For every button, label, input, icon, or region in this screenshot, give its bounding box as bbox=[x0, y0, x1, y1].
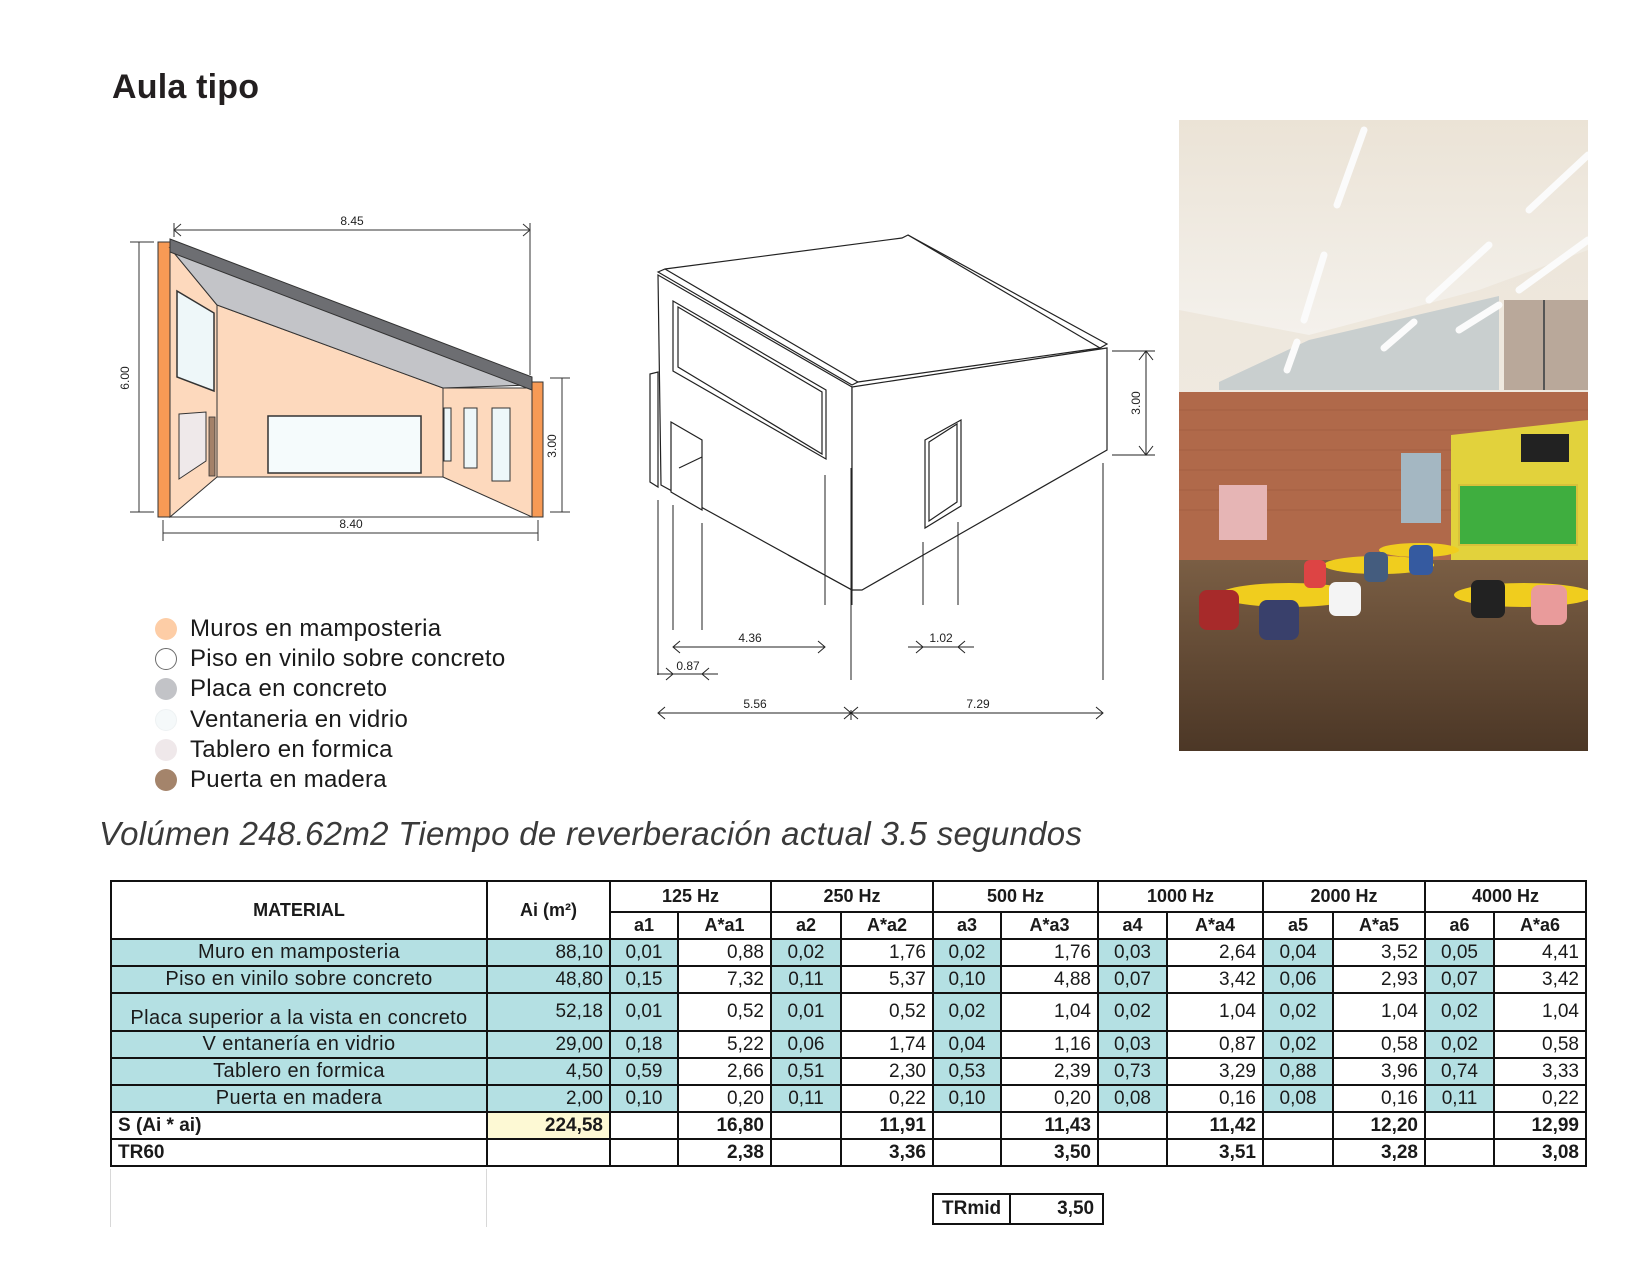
coef-cell: 0,04 bbox=[933, 1031, 1001, 1058]
product-cell: 3,42 bbox=[1494, 966, 1586, 993]
header-band: 500 Hz bbox=[933, 881, 1098, 912]
coef-cell: 0,05 bbox=[1425, 939, 1494, 966]
tr60-value-cell: 3,28 bbox=[1333, 1139, 1425, 1166]
area-cell: 2,00 bbox=[487, 1085, 610, 1112]
materials-legend bbox=[155, 614, 506, 795]
product-cell: 1,76 bbox=[1001, 939, 1098, 966]
header-ai: Ai (m²) bbox=[487, 881, 610, 939]
coef-cell: 0,02 bbox=[1263, 993, 1333, 1031]
coef-cell: 0,51 bbox=[771, 1058, 841, 1085]
area-cell: 29,00 bbox=[487, 1031, 610, 1058]
sum-value-cell: 11,43 bbox=[1001, 1112, 1098, 1139]
legend-item-muros bbox=[155, 614, 506, 644]
header-sub: A*a1 bbox=[678, 912, 771, 939]
reverberation-table bbox=[110, 880, 1587, 1167]
product-cell: 2,66 bbox=[678, 1058, 771, 1085]
product-cell: 4,41 bbox=[1494, 939, 1586, 966]
dim-bottom-width: 8.40 bbox=[339, 517, 363, 531]
header-band: 2000 Hz bbox=[1263, 881, 1425, 912]
coef-cell: 0,06 bbox=[771, 1031, 841, 1058]
product-cell: 3,33 bbox=[1494, 1058, 1586, 1085]
header-band: 4000 Hz bbox=[1425, 881, 1586, 912]
dim-axo-d5: 7.29 bbox=[966, 697, 990, 711]
header-sub: A*a5 bbox=[1333, 912, 1425, 939]
dim-axo-d4: 5.56 bbox=[743, 697, 767, 711]
product-cell: 0,20 bbox=[678, 1085, 771, 1112]
dim-axo-height: 3.00 bbox=[1129, 391, 1143, 415]
coef-cell: 0,02 bbox=[1425, 1031, 1494, 1058]
header-material: MATERIAL bbox=[111, 881, 487, 939]
header-band: 250 Hz bbox=[771, 881, 933, 912]
sum-row bbox=[111, 1112, 1586, 1139]
page-title: Aula tipo bbox=[112, 68, 260, 106]
product-cell: 3,29 bbox=[1167, 1058, 1263, 1085]
sum-area-cell: 224,58 bbox=[487, 1112, 610, 1139]
empty-cell bbox=[1098, 1112, 1167, 1139]
table-row bbox=[111, 1085, 1586, 1112]
swatch-icon bbox=[155, 709, 177, 731]
product-cell: 3,96 bbox=[1333, 1058, 1425, 1085]
classroom-axonometric-drawing bbox=[640, 210, 1160, 740]
legend-item-ventaneria bbox=[155, 705, 506, 735]
dim-left-height: 6.00 bbox=[118, 366, 132, 390]
material-cell: V entanería en vidrio bbox=[111, 1031, 487, 1058]
product-cell: 4,88 bbox=[1001, 966, 1098, 993]
header-sub: A*a3 bbox=[1001, 912, 1098, 939]
coef-cell: 0,02 bbox=[1098, 993, 1167, 1031]
table-row bbox=[111, 993, 1586, 1031]
tr60-row bbox=[111, 1139, 1586, 1166]
legend-item-piso bbox=[155, 644, 506, 674]
empty-cell bbox=[1098, 1139, 1167, 1166]
tr60-value-cell: 3,08 bbox=[1494, 1139, 1586, 1166]
coef-cell: 0,18 bbox=[610, 1031, 678, 1058]
legend-label: Ventaneria en vidrio bbox=[190, 705, 409, 733]
coef-cell: 0,88 bbox=[1263, 1058, 1333, 1085]
coef-cell: 0,15 bbox=[610, 966, 678, 993]
dim-right-height: 3.00 bbox=[545, 434, 559, 458]
legend-item-placa bbox=[155, 674, 506, 704]
coef-cell: 0,02 bbox=[1425, 993, 1494, 1031]
dim-axo-d3: 1.02 bbox=[929, 631, 953, 645]
product-cell: 0,52 bbox=[841, 993, 933, 1031]
product-cell: 2,93 bbox=[1333, 966, 1425, 993]
classroom-photo bbox=[1179, 120, 1588, 751]
coef-cell: 0,59 bbox=[610, 1058, 678, 1085]
empty-cell bbox=[610, 1112, 678, 1139]
product-cell: 1,04 bbox=[1494, 993, 1586, 1031]
empty-cell bbox=[487, 1139, 610, 1166]
coef-cell: 0,02 bbox=[1263, 1031, 1333, 1058]
tr60-value-cell: 2,38 bbox=[678, 1139, 771, 1166]
area-cell: 48,80 bbox=[487, 966, 610, 993]
product-cell: 3,52 bbox=[1333, 939, 1425, 966]
legend-item-puerta bbox=[155, 765, 506, 795]
coef-cell: 0,11 bbox=[771, 966, 841, 993]
sum-value-cell: 16,80 bbox=[678, 1112, 771, 1139]
header-sub: a4 bbox=[1098, 912, 1167, 939]
trmid-value: 3,50 bbox=[1010, 1194, 1103, 1224]
area-cell: 88,10 bbox=[487, 939, 610, 966]
legend-label: Tablero en formica bbox=[190, 735, 393, 763]
sum-label: S (Ai * ai) bbox=[111, 1112, 487, 1139]
coef-cell: 0,11 bbox=[771, 1085, 841, 1112]
header-sub: A*a4 bbox=[1167, 912, 1263, 939]
product-cell: 5,22 bbox=[678, 1031, 771, 1058]
product-cell: 7,32 bbox=[678, 966, 771, 993]
material-cell: Tablero en formica bbox=[111, 1058, 487, 1085]
empty-cell bbox=[933, 1112, 1001, 1139]
legend-label: Placa en concreto bbox=[190, 675, 388, 703]
swatch-icon bbox=[155, 648, 177, 670]
header-sub: a1 bbox=[610, 912, 678, 939]
product-cell: 1,16 bbox=[1001, 1031, 1098, 1058]
product-cell: 1,04 bbox=[1333, 993, 1425, 1031]
product-cell: 0,58 bbox=[1333, 1031, 1425, 1058]
sum-value-cell: 12,99 bbox=[1494, 1112, 1586, 1139]
coef-cell: 0,02 bbox=[933, 939, 1001, 966]
tr60-value-cell: 3,36 bbox=[841, 1139, 933, 1166]
coef-cell: 0,01 bbox=[610, 993, 678, 1031]
coef-cell: 0,08 bbox=[1098, 1085, 1167, 1112]
product-cell: 0,22 bbox=[1494, 1085, 1586, 1112]
tr60-value-cell: 3,50 bbox=[1001, 1139, 1098, 1166]
table-row bbox=[111, 1058, 1586, 1085]
empty-cell bbox=[1425, 1139, 1494, 1166]
coef-cell: 0,04 bbox=[1263, 939, 1333, 966]
product-cell: 1,74 bbox=[841, 1031, 933, 1058]
product-cell: 1,04 bbox=[1001, 993, 1098, 1031]
sum-value-cell: 11,42 bbox=[1167, 1112, 1263, 1139]
swatch-icon bbox=[155, 769, 177, 791]
header-sub: a2 bbox=[771, 912, 841, 939]
header-sub: a6 bbox=[1425, 912, 1494, 939]
empty-cell bbox=[771, 1139, 841, 1166]
header-sub: a5 bbox=[1263, 912, 1333, 939]
product-cell: 0,88 bbox=[678, 939, 771, 966]
empty-cell bbox=[933, 1139, 1001, 1166]
header-band: 1000 Hz bbox=[1098, 881, 1263, 912]
table-row bbox=[111, 939, 1586, 966]
product-cell: 0,16 bbox=[1333, 1085, 1425, 1112]
empty-cell bbox=[1425, 1112, 1494, 1139]
product-cell: 3,42 bbox=[1167, 966, 1263, 993]
table-row bbox=[111, 1031, 1586, 1058]
area-cell: 52,18 bbox=[487, 993, 610, 1031]
coef-cell: 0,73 bbox=[1098, 1058, 1167, 1085]
product-cell: 1,76 bbox=[841, 939, 933, 966]
coef-cell: 0,06 bbox=[1263, 966, 1333, 993]
product-cell: 0,87 bbox=[1167, 1031, 1263, 1058]
legend-label: Puerta en madera bbox=[190, 766, 387, 794]
product-cell: 0,20 bbox=[1001, 1085, 1098, 1112]
coef-cell: 0,03 bbox=[1098, 939, 1167, 966]
coef-cell: 0,74 bbox=[1425, 1058, 1494, 1085]
tr60-label: TR60 bbox=[111, 1139, 487, 1166]
sum-value-cell: 12,20 bbox=[1333, 1112, 1425, 1139]
material-cell: Muro en mamposteria bbox=[111, 939, 487, 966]
coef-cell: 0,11 bbox=[1425, 1085, 1494, 1112]
product-cell: 2,64 bbox=[1167, 939, 1263, 966]
classroom-section-drawing bbox=[110, 215, 580, 560]
material-cell: Piso en vinilo sobre concreto bbox=[111, 966, 487, 993]
trmid-box bbox=[932, 1193, 1104, 1225]
dim-axo-d2: 0.87 bbox=[676, 659, 700, 673]
product-cell: 0,58 bbox=[1494, 1031, 1586, 1058]
sum-value-cell: 11,91 bbox=[841, 1112, 933, 1139]
trmid-label: TRmid bbox=[933, 1194, 1010, 1224]
coef-cell: 0,02 bbox=[771, 939, 841, 966]
legend-label: Muros en mamposteria bbox=[190, 615, 442, 643]
product-cell: 0,22 bbox=[841, 1085, 933, 1112]
header-row-bands bbox=[111, 881, 1586, 912]
empty-cell bbox=[1263, 1112, 1333, 1139]
spreadsheet-gridlines bbox=[110, 1169, 487, 1227]
product-cell: 2,30 bbox=[841, 1058, 933, 1085]
product-cell: 0,52 bbox=[678, 993, 771, 1031]
empty-cell bbox=[1263, 1139, 1333, 1166]
material-cell: Placa superior a la vista en concreto bbox=[111, 993, 487, 1031]
coef-cell: 0,01 bbox=[610, 939, 678, 966]
coef-cell: 0,10 bbox=[933, 966, 1001, 993]
empty-cell bbox=[610, 1139, 678, 1166]
coef-cell: 0,08 bbox=[1263, 1085, 1333, 1112]
legend-label: Piso en vinilo sobre concreto bbox=[190, 645, 506, 673]
coef-cell: 0,02 bbox=[933, 993, 1001, 1031]
coef-cell: 0,10 bbox=[610, 1085, 678, 1112]
coef-cell: 0,03 bbox=[1098, 1031, 1167, 1058]
header-sub: A*a2 bbox=[841, 912, 933, 939]
product-cell: 5,37 bbox=[841, 966, 933, 993]
swatch-icon bbox=[155, 739, 177, 761]
table-row bbox=[111, 966, 1586, 993]
coef-cell: 0,53 bbox=[933, 1058, 1001, 1085]
material-cell: Puerta en madera bbox=[111, 1085, 487, 1112]
product-cell: 2,39 bbox=[1001, 1058, 1098, 1085]
product-cell: 0,16 bbox=[1167, 1085, 1263, 1112]
tr60-value-cell: 3,51 bbox=[1167, 1139, 1263, 1166]
coef-cell: 0,07 bbox=[1098, 966, 1167, 993]
header-sub: A*a6 bbox=[1494, 912, 1586, 939]
swatch-icon bbox=[155, 618, 177, 640]
legend-item-tablero bbox=[155, 735, 506, 765]
header-band: 125 Hz bbox=[610, 881, 771, 912]
dim-axo-d1: 4.36 bbox=[738, 631, 762, 645]
product-cell: 1,04 bbox=[1167, 993, 1263, 1031]
volume-reverberation-subtitle: Volúmen 248.62m2 Tiempo de reverberación actual 3.5 segundos bbox=[99, 815, 1083, 852]
coef-cell: 0,10 bbox=[933, 1085, 1001, 1112]
coef-cell: 0,07 bbox=[1425, 966, 1494, 993]
header-sub: a3 bbox=[933, 912, 1001, 939]
area-cell: 4,50 bbox=[487, 1058, 610, 1085]
dim-top-width: 8.45 bbox=[340, 215, 364, 228]
coef-cell: 0,01 bbox=[771, 993, 841, 1031]
swatch-icon bbox=[155, 678, 177, 700]
empty-cell bbox=[771, 1112, 841, 1139]
